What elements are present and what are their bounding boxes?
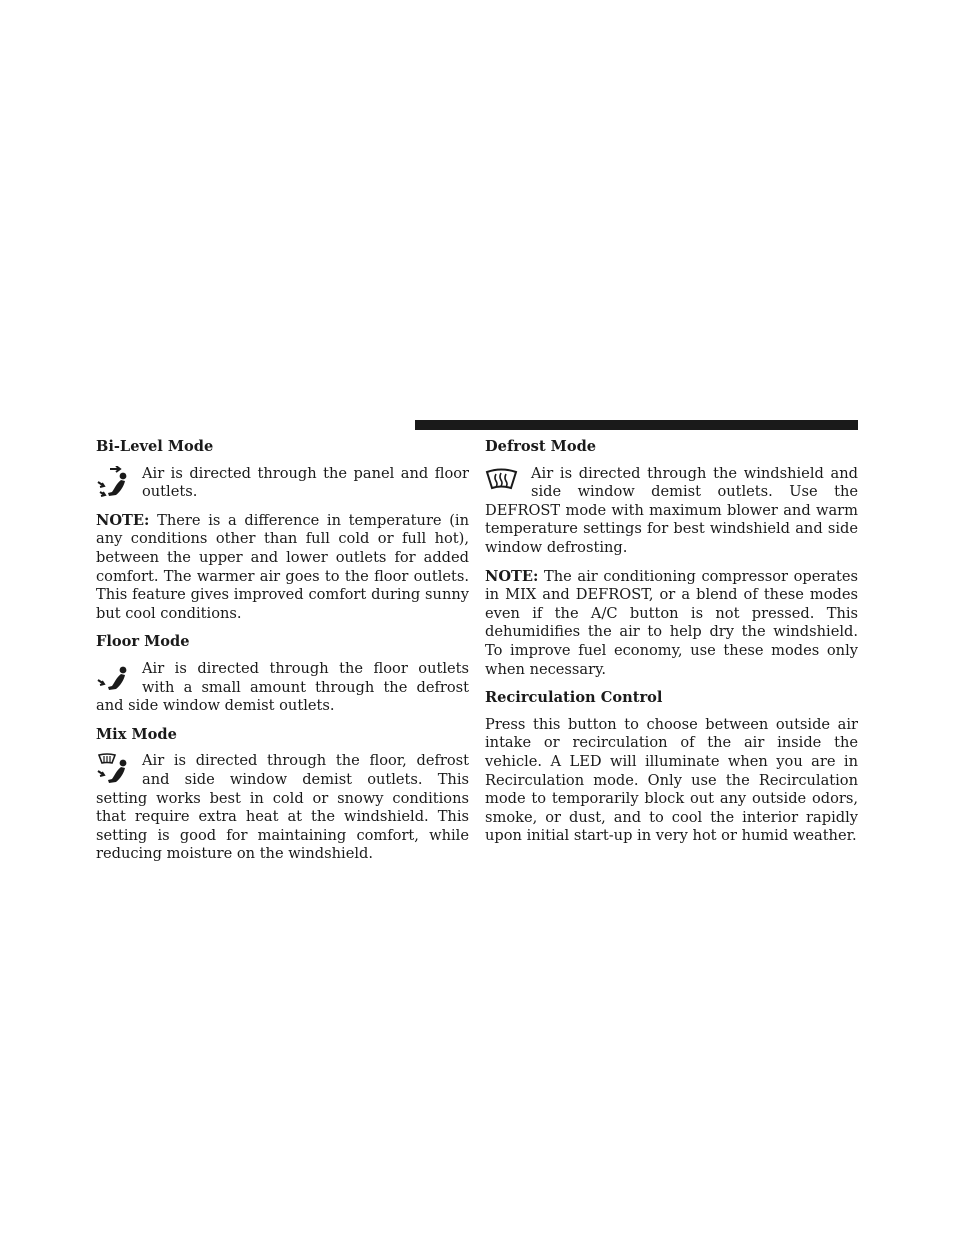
defrost-heading: Defrost Mode: [485, 438, 597, 455]
recirculation-text: Press this button to choose between outside air intake or recirculation of the air inside the vehicle. A LED will illuminate when you are in Recirculation mode. Only use the Recirculation mode to temporarily block out any outside odors, smoke, or dust, and to cool the interior rapidly upon initial start-up in very hot or humid weather.: [485, 715, 858, 845]
floor-section: [96, 633, 469, 715]
mix-description: [96, 752, 469, 864]
bilevel-note-text: There is a difference in temperature (in any conditions other than full cold or full hot), between the upper and lower outlets for added comfort. The warmer air goes to the floor outlets. This feature gives improved comfort during sunny but cool conditions.: [96, 511, 469, 622]
defrost-note: [485, 568, 858, 680]
bilevel-mode-icon: [96, 466, 132, 498]
header-rule: [415, 420, 858, 430]
floor-text: Air is directed through the floor outlets with a small amount through the defrost and side window demist outlets.: [96, 659, 469, 715]
defrost-mode-icon: [485, 466, 521, 498]
left-column: [96, 438, 469, 874]
mix-text: Air is directed through the floor, defrost and side window demist outlets. This setting works best in cold or snowy conditions that require extra heat at the windshield. This setting is good for maintaining comfort, while reducing moisture on the windshield.: [96, 752, 469, 863]
bilevel-heading: Bi-Level Mode: [96, 438, 214, 455]
mix-section: [96, 726, 469, 864]
bilevel-description: [96, 465, 469, 502]
defrost-note-text: The air conditioning compressor operates in MIX and DEFROST, or a blend of these modes even if the A/C button is not pressed. This dehumidifies the air to help dry the windshield. To improve fuel economy, use these modes only when necessary.: [485, 567, 858, 678]
recirculation-heading: Recirculation Control: [485, 689, 663, 707]
bilevel-section: [96, 438, 469, 623]
recirculation-section: [485, 689, 858, 846]
floor-description: [96, 660, 469, 716]
defrost-section: [485, 438, 858, 679]
defrost-text: Air is directed through the windshield and side window demist outlets. Use the DEFROST mode with maximum blower and warm temperature settings for best windshield and side window defrosting.: [485, 464, 858, 556]
right-column: [485, 438, 858, 856]
note-label: NOTE:: [485, 567, 539, 585]
floor-heading: Floor Mode: [96, 633, 190, 651]
defrost-description: [485, 465, 858, 558]
note-label: NOTE:: [96, 511, 150, 529]
bilevel-text: Air is directed through the panel and floor outlets.: [142, 464, 469, 501]
mix-heading: Mix Mode: [96, 725, 177, 743]
bilevel-note: [96, 512, 469, 624]
floor-mode-icon: [96, 664, 132, 696]
mix-mode-icon: [96, 753, 132, 785]
